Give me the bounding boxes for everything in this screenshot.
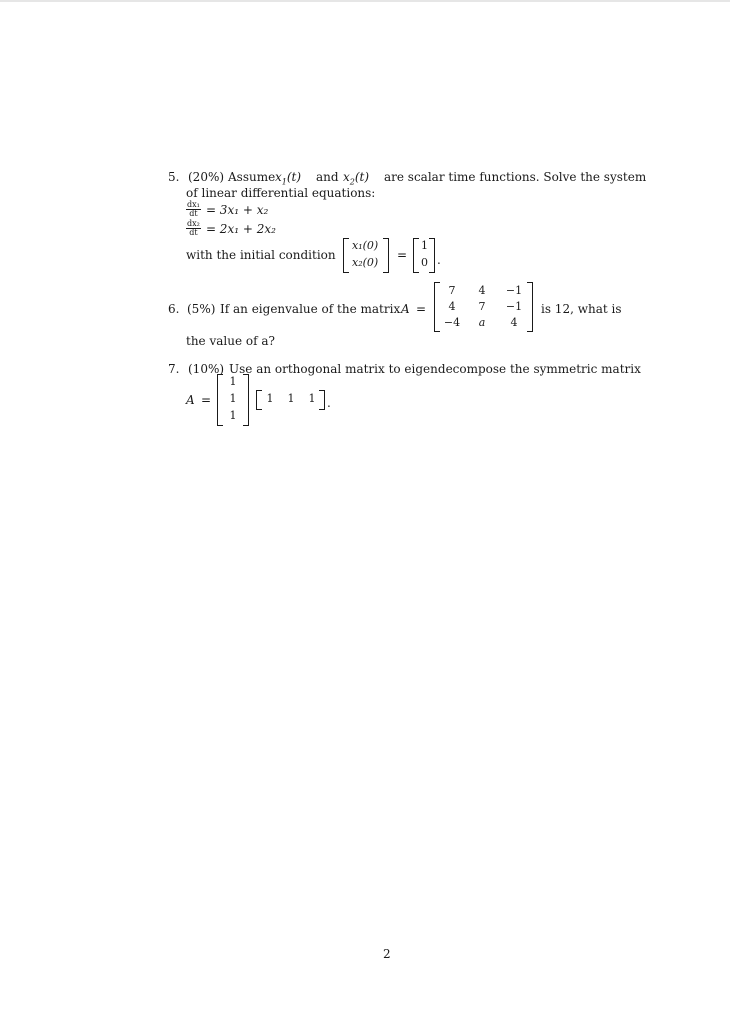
bracket-right xyxy=(429,238,435,273)
problem-5-number: 5. xyxy=(168,170,180,184)
problem-6-weight: (5%) xyxy=(187,302,216,316)
bracket-right xyxy=(319,390,325,410)
problem-5-text-b: are scalar time functions. Solve the system xyxy=(384,170,647,184)
bracket-left xyxy=(434,282,440,332)
initial-condition-label: with the initial condition xyxy=(186,248,336,262)
bracket-right xyxy=(383,238,389,273)
equation-2: $\frac{\text{dx₂}}{dt}$ = 2x₁ + 2x₂ xyxy=(187,219,276,237)
problem-7-weight: (10%) xyxy=(188,362,225,376)
top-border xyxy=(0,0,730,2)
problem-6-text-b: is 12, what is xyxy=(541,302,622,316)
var-x2: $x_2(t)$ xyxy=(343,170,370,187)
derivative-fraction-1: $\frac{\text{dx₁}}{dt}$ xyxy=(187,200,200,218)
problem-5-line2: of linear differential equations: xyxy=(186,186,376,200)
equation-1: $\frac{\text{dx₁}}{dt}$ = 3x₁ + x₂ xyxy=(187,200,269,218)
problem-5-weight: (20%) xyxy=(188,170,225,184)
problem-7-number: 7. xyxy=(168,362,180,376)
problem-6-line2: the value of a? xyxy=(186,334,275,348)
bracket-right xyxy=(527,282,533,332)
problem-5-text-a: Assume xyxy=(228,170,276,184)
matrix-A-symbol: A xyxy=(401,302,410,316)
ic-equals: = xyxy=(397,248,408,262)
problem-6-number: 6. xyxy=(168,302,180,316)
bracket-left xyxy=(413,238,419,273)
ic-period: . xyxy=(437,253,441,267)
and-word: and xyxy=(316,170,339,184)
problem-6-text-a: If an eigenvalue of the matrix xyxy=(220,302,401,316)
var-x1: $x_1(t)$ xyxy=(275,170,302,187)
page-number: 2 xyxy=(383,947,391,961)
problem-6-equals: = xyxy=(416,302,427,316)
problem-7-equals: = xyxy=(201,393,212,407)
problem-7-period: . xyxy=(327,396,331,410)
derivative-fraction-2: $\frac{\text{dx₂}}{dt}$ xyxy=(187,219,200,237)
matrix-A-symbol: A xyxy=(186,393,195,407)
bracket-right xyxy=(243,374,249,426)
bracket-left xyxy=(343,238,349,273)
problem-7-text: Use an orthogonal matrix to eigendecompose the symmetric matrix xyxy=(229,362,641,376)
